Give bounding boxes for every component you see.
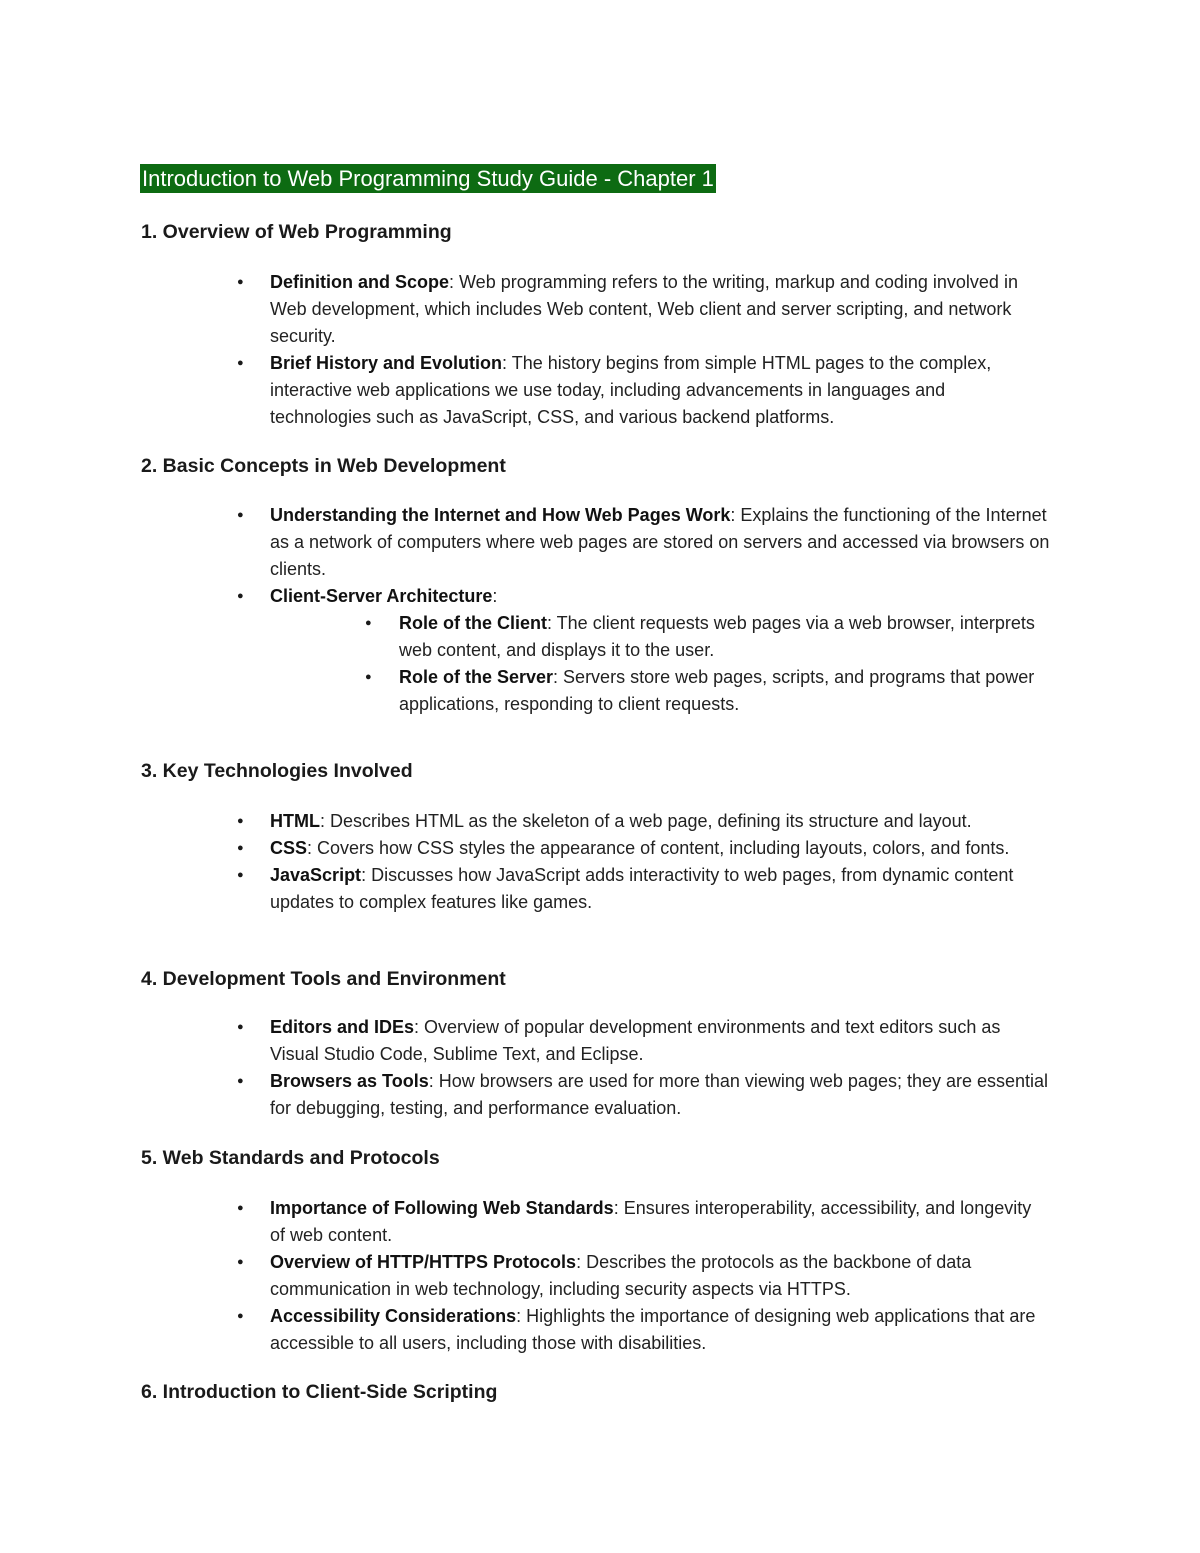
list-item-text: : Web programming refers to the writing, markup and coding involved in Web development, which includes Web content, Web client and server scripting, and network security. [270,272,1018,346]
list-item-text: : Ensures interoperability, accessibility, and longevity of web content. [270,1198,1032,1245]
list-item-term: Editors and IDEs [270,1017,415,1037]
list-item [270,1303,1050,1357]
list-item-text: : Describes HTML as the skeleton of a web page, defining its structure and layout. [319,811,972,831]
list-item-text: : The history begins from simple HTML pages to the complex, interactive web applications we use today, including advancements in languages and technologies such as JavaScript, CSS, and various backend platforms. [270,353,992,427]
list-item [270,502,1050,583]
list-item-term: HTML [270,811,320,831]
list-item [270,350,1050,431]
list-item-term: Definition and Scope [270,272,450,292]
list-item-text: : Discusses how JavaScript adds interactivity to web pages, from dynamic content updates to complex features like games. [270,865,1014,912]
list-item-text: : Explains the functioning of the Internet as a network of computers where web pages are stored on servers and accessed via browsers on clients. [270,505,1050,579]
section-sublist-client-server [399,610,1039,718]
list-item-term: Browsers as Tools [270,1071,429,1091]
list-item-term: Overview of HTTP/HTTPS Protocols [270,1252,577,1272]
section-list-key-technologies [270,808,1050,916]
list-item [270,1014,1050,1068]
section-heading-dev-tools: 4. Development Tools and Environment [141,968,506,990]
list-item-text: : Describes the protocols as the backbone of data communication in web technology, including security aspects via HTTPS. [270,1252,972,1299]
list-item-text: : How browsers are used for more than viewing web pages; they are essential for debugging, testing, and performance evaluation. [270,1071,1049,1118]
section-list-overview [270,269,1050,431]
section-heading-basic-concepts: 2. Basic Concepts in Web Development [141,455,506,477]
section-heading-overview: 1. Overview of Web Programming [141,221,452,243]
list-item-text: : The client requests web pages via a web browser, interprets web content, and displays it to the user. [399,613,1035,660]
list-item-term: Role of the Client [399,613,547,633]
list-item [270,1068,1050,1122]
list-item-term: JavaScript [270,865,362,885]
list-item-term: Importance of Following Web Standards [270,1198,614,1218]
list-item [270,862,1050,916]
section-heading-web-standards: 5. Web Standards and Protocols [141,1147,440,1169]
list-item-term: Role of the Server [399,667,554,687]
list-item-text: : [492,586,498,606]
list-item [270,835,1050,862]
list-item-text: : Covers how CSS styles the appearance of content, including layouts, colors, and fonts. [307,838,1010,858]
section-heading-key-technologies: 3. Key Technologies Involved [141,760,413,782]
section-list-dev-tools [270,1014,1050,1122]
list-item [270,1195,1050,1249]
list-item [270,583,1050,610]
sub-list-item [399,664,1039,718]
section-list-web-standards [270,1195,1050,1357]
list-item-term: CSS [270,838,308,858]
list-item-term: Brief History and Evolution [270,353,503,373]
list-item-term: Understanding the Internet and How Web Pages Work [270,505,731,525]
document-title: Introduction to Web Programming Study Guide - Chapter 1 [142,166,714,191]
sub-list-item [399,610,1039,664]
section-list-basic-concepts [270,502,1050,610]
list-item-text: : Servers store web pages, scripts, and programs that power applications, responding to client requests. [399,667,1035,714]
list-item [270,269,1050,350]
list-item-text: : Overview of popular development environments and text editors such as Visual Studio Code, Sublime Text, and Eclipse. [270,1017,1001,1064]
list-item-term: Accessibility Considerations [270,1306,517,1326]
list-item [270,1249,1050,1303]
list-item [270,808,1050,835]
section-heading-client-side-scripting: 6. Introduction to Client-Side Scripting [141,1381,498,1403]
list-item-text: : Highlights the importance of designing web applications that are accessible to all users, including those with disabilities. [270,1306,1036,1353]
list-item-term: Client-Server Architecture [270,586,493,606]
